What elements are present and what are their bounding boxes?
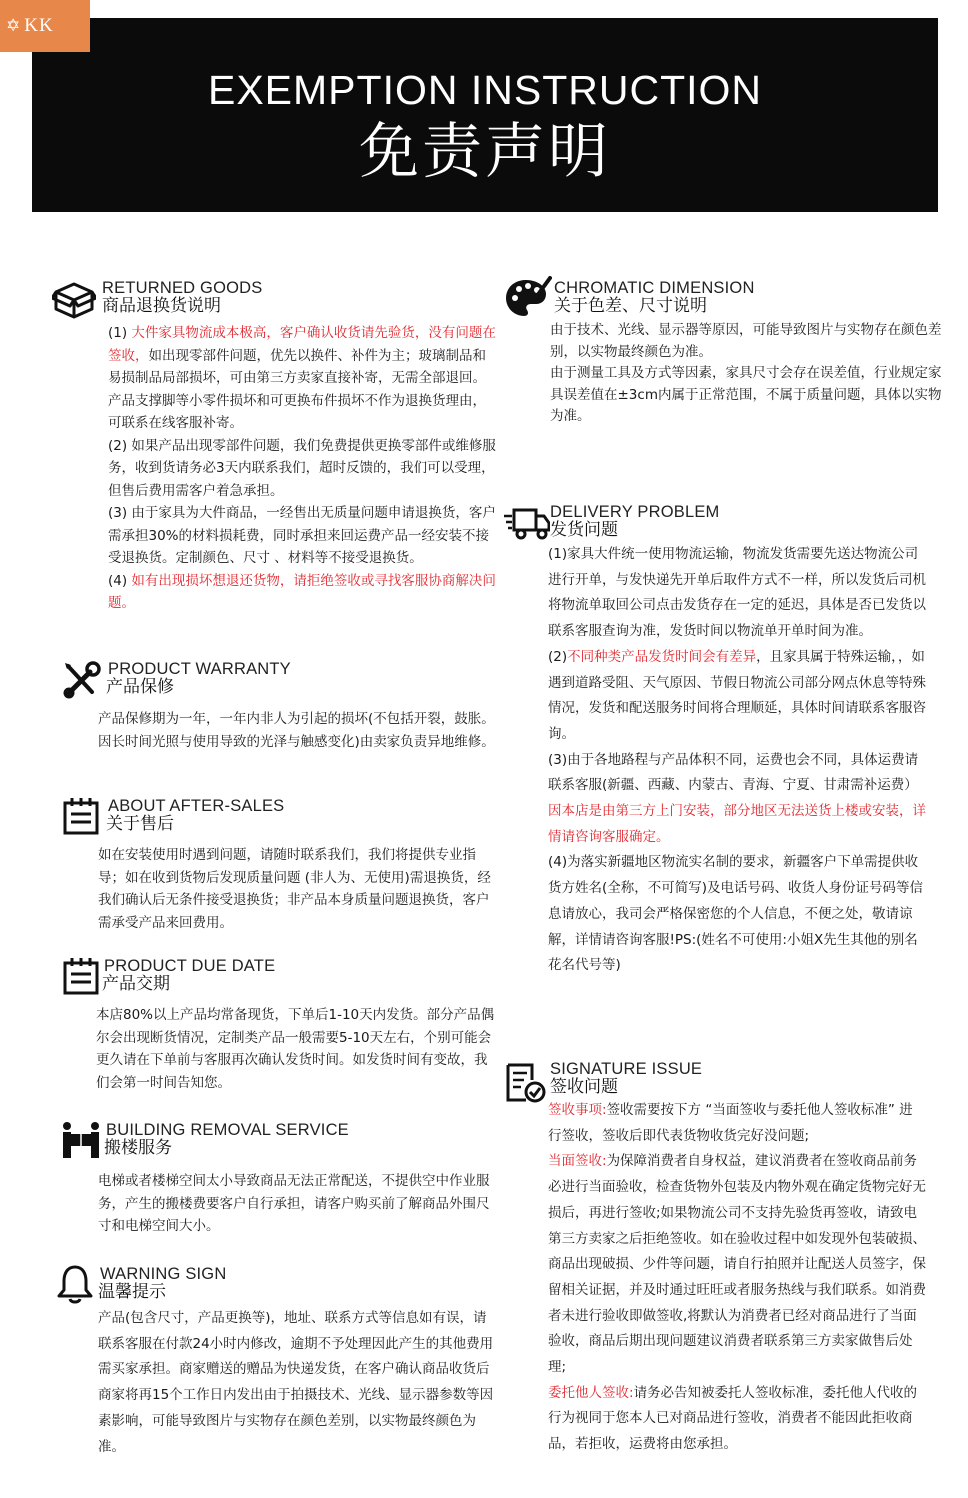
section-delivery-problem xyxy=(504,500,944,1020)
section-body xyxy=(548,1098,926,1458)
paragraph-text: (3)由于各地路程与产品体积不同，运费也会不同，具体运费请联系客服(新疆、西藏、内蒙古、青海、宁夏、甘肃需补运费） xyxy=(548,751,919,794)
header-title-zh: 免责声明 xyxy=(359,117,611,187)
highlight-text: 签收事项: xyxy=(548,1102,607,1118)
delivery-truck-icon xyxy=(504,506,550,542)
section-title-zh: 产品交期 xyxy=(102,974,170,994)
section-returned-goods xyxy=(52,278,502,638)
section-title-zh: 关于售后 xyxy=(106,814,174,834)
badge-text: KK xyxy=(24,15,54,36)
section-after-sales xyxy=(62,794,502,934)
highlight-text: 因本店是由第三方上门安装，部分地区无法送货上楼或安装，详情请咨询客服确定。 xyxy=(548,803,926,845)
calendar-list-icon xyxy=(62,796,100,836)
section-body: 如在安装使用时遇到问题，请随时联系我们，我们将提供专业指导；如在收到货物后发现质量问题 (非人为、无使用)需退换货，经我们确认后无条件接受退换货；非产品本身质量问题退换货，客户需承受产品来回费用。 xyxy=(98,847,491,931)
wrench-screwdriver-icon xyxy=(62,660,102,700)
section-body xyxy=(548,542,928,979)
section-title-en: BUILDING REMOVAL SERVICE xyxy=(106,1121,349,1139)
highlight-text: 大件家具物流成本极高，客户确认收货请先验货，没有问题在签收， xyxy=(108,325,496,364)
signature-paragraph-1 xyxy=(548,1098,926,1149)
delivery-paragraph-3 xyxy=(548,748,928,851)
highlight-text: 如有出现损坏想退还货物，请拒绝签收或寻找客服协商解决问题。 xyxy=(108,572,496,611)
section-chromatic-dimension xyxy=(504,276,944,436)
delivery-paragraph-2 xyxy=(548,645,928,748)
returned-paragraph-2: (2) 如果产品出现零部件问题，我们免费提供更换零部件或维修服务，收到货请务必3天内联系我们，超时反馈的，我们可以受理，但售后费用需客户着急承担。 xyxy=(108,437,496,499)
chromatic-paragraph-2: 由于测量工具及方式等因素，家具尺寸会存在误差值，行业规定家具误差值在±3cm内属于正常范围，不属于质量问题，具体以实物为准。 xyxy=(550,365,942,424)
section-body: 本店80%以上产品均常备现货，下单后1-10天内发货。部分产品偶尔会出现断货情况，定制类产品一般需要5-10天左右，个别可能会更久请在下单前与客服再次确认发货时间。如发货时间有变故，我们会第一时间告知您。 xyxy=(96,1007,495,1091)
section-title-zh: 签收问题 xyxy=(550,1077,618,1097)
section-title-en: CHROMATIC DIMENSION xyxy=(554,279,755,297)
palette-icon xyxy=(504,276,552,320)
star-of-david-icon: ✡ xyxy=(6,15,21,36)
section-title-zh: 温馨提示 xyxy=(98,1282,166,1302)
bell-icon xyxy=(56,1264,94,1304)
section-body xyxy=(550,320,942,428)
section-product-due-date xyxy=(62,954,502,1094)
highlight-text: 当面签收: xyxy=(548,1153,607,1170)
section-body: 产品保修期为一年，一年内非人为引起的损坏(不包括开裂，鼓胀。因长时间光照与使用导致的光泽与触感变化)由卖家负责异地维修。 xyxy=(98,711,495,750)
section-title-zh: 商品退换货说明 xyxy=(102,296,221,316)
paragraph-text: 如出现零部件问题，优先以换件、补件为主；玻璃制品和易损制品局部损坏，可由第三方卖家直接补寄，无需全部退回。产品支撑脚等小零件损坏和可更换布件损坏不作为退换货理由，可联系在线客服补寄。 xyxy=(108,347,486,431)
paragraph-number: (1) xyxy=(108,325,128,341)
kk-badge xyxy=(0,0,90,52)
paragraph-text: ，且家具属于特殊运输，，如遇到道路受阻、天气原因、节假日物流公司部分网点休息等特殊情况，发货和配送服务时间将合理顺延，具体时间请联系客服咨询。 xyxy=(548,648,926,742)
signature-check-icon xyxy=(504,1062,546,1104)
section-title-en: SIGNATURE ISSUE xyxy=(550,1060,703,1078)
header-title-en: EXEMPTION INSTRUCTION xyxy=(207,67,763,113)
returned-paragraph-3: (3) 由于家具为大件商品，一经售出无质量问题申请退换货，客户需承担30%的材料损耗费，同时承担来回运费产品一经安装不接受退换货。定制颜色、尺寸 、材料等不接受退换货。 xyxy=(108,505,496,566)
section-body xyxy=(98,322,498,615)
section-title-en: PRODUCT DUE DATE xyxy=(104,957,276,975)
section-title-zh: 搬楼服务 xyxy=(104,1138,172,1158)
section-title-en: ABOUT AFTER-SALES xyxy=(108,797,285,815)
section-title-en: DELIVERY PROBLEM xyxy=(550,503,720,521)
movers-carrying-icon xyxy=(60,1120,102,1160)
section-building-removal xyxy=(60,1118,502,1238)
paragraph-text: 为保障消费者自身权益，建议消费者在签收商品前务必进行当面验收，检查货物外包装及内物外观在确定货物完好无损后，再进行签收;如果物流公司不支持先验货再签收，请致电第三方卖家之后拒绝签收。如在验收过程中如发现外包装破损、商品出现破损、少件等问题，请自行拍照并让配送人员签字，保留相关证据，并及时通过旺旺或者服务热线与我们联系。如消费者未进行验收即做签收,将默认为消费者已经对商品进行了当面验收，商品后期出现问题建议消费者联系第三方卖家做售后处理; xyxy=(548,1153,926,1376)
section-title-en: PRODUCT WARRANTY xyxy=(108,660,291,678)
highlight-text: 委托他人签收: xyxy=(548,1384,634,1401)
section-title-zh: 产品保修 xyxy=(106,677,174,697)
returned-paragraph-4 xyxy=(98,570,498,615)
section-signature-issue xyxy=(504,1058,944,1478)
signature-paragraph-3 xyxy=(548,1381,926,1458)
section-warning-sign xyxy=(56,1262,502,1462)
section-title-en: WARNING SIGN xyxy=(100,1265,227,1283)
section-body xyxy=(98,1306,498,1460)
calendar-icon xyxy=(62,956,100,996)
returned-paragraph-1 xyxy=(98,322,498,435)
paragraph-number: (2) xyxy=(548,648,568,665)
section-title-zh: 发货问题 xyxy=(550,520,618,540)
section-product-warranty xyxy=(62,658,502,778)
paragraph-text: 签收需要按下方 “当面签收与委托他人签收标准” 进行签收，签收后即代表货物收货完好没问题; xyxy=(548,1102,913,1144)
section-title-en: RETURNED GOODS xyxy=(102,279,263,297)
header-banner xyxy=(32,18,938,212)
delivery-paragraph-4: (4)为落实新疆地区物流实名制的要求，新疆客户下单需提供收货方姓名(全称，不可简写)及电话号码、收货人身份证号码等信息请放心，我司会严格保密您的个人信息，不便之处，敬请谅解，详情请咨询客服!PS:(姓名不可使用:小姐X先生其他的别名花名代号等) xyxy=(548,854,924,974)
delivery-paragraph-1: (1)家具大件统一使用物流运输，物流发货需要先送达物流公司进行开单，与发快递先开单后取件方式不一样，所以发货后司机将物流单取回公司点击发货存在一定的延迟，具体是否已发货以联系客服查询为准，发货时间以物流单开单时间为准。 xyxy=(548,546,926,640)
paragraph-text: 产品(包含尺寸，产品更换等)，地址、联系方式等信息如有误，请联系客服在付款24小时内修改，逾期不予处理因此产生的其他费用需买家承担。商家赠送的赠品为快递发货，在客户确认商品收货后商家将再15个工作日内发出由于拍摄技术、光线、显示器参数等因素影响，可能导致图片与实物存在颜色差别，以实物最终颜色为准。 xyxy=(98,1310,494,1455)
package-box-icon xyxy=(52,280,96,320)
chromatic-paragraph-1: 由于技术、光线、显示器等原因，可能导致图片与实物存在颜色差别，以实物最终颜色为准。 xyxy=(550,322,942,360)
section-body: 电梯或者楼梯空间太小导致商品无法正常配送，不提供空中作业服务，产生的搬楼费要客户自行承担，请客户购买前了解商品外围尺寸和电梯空间大小。 xyxy=(98,1173,490,1234)
paragraph-number: (4) xyxy=(108,572,128,589)
section-title-zh: 关于色差、尺寸说明 xyxy=(554,296,707,316)
signature-paragraph-2 xyxy=(548,1149,926,1380)
highlight-text: 不同种类产品发货时间会有差异 xyxy=(567,648,757,665)
paragraph-text: 请务必告知被委托人签收标准，委托他人代收的行为视同于您本人已对商品进行签收，消费者不能因此拒收商品，若拒收，运费将由您承担。 xyxy=(548,1384,918,1453)
